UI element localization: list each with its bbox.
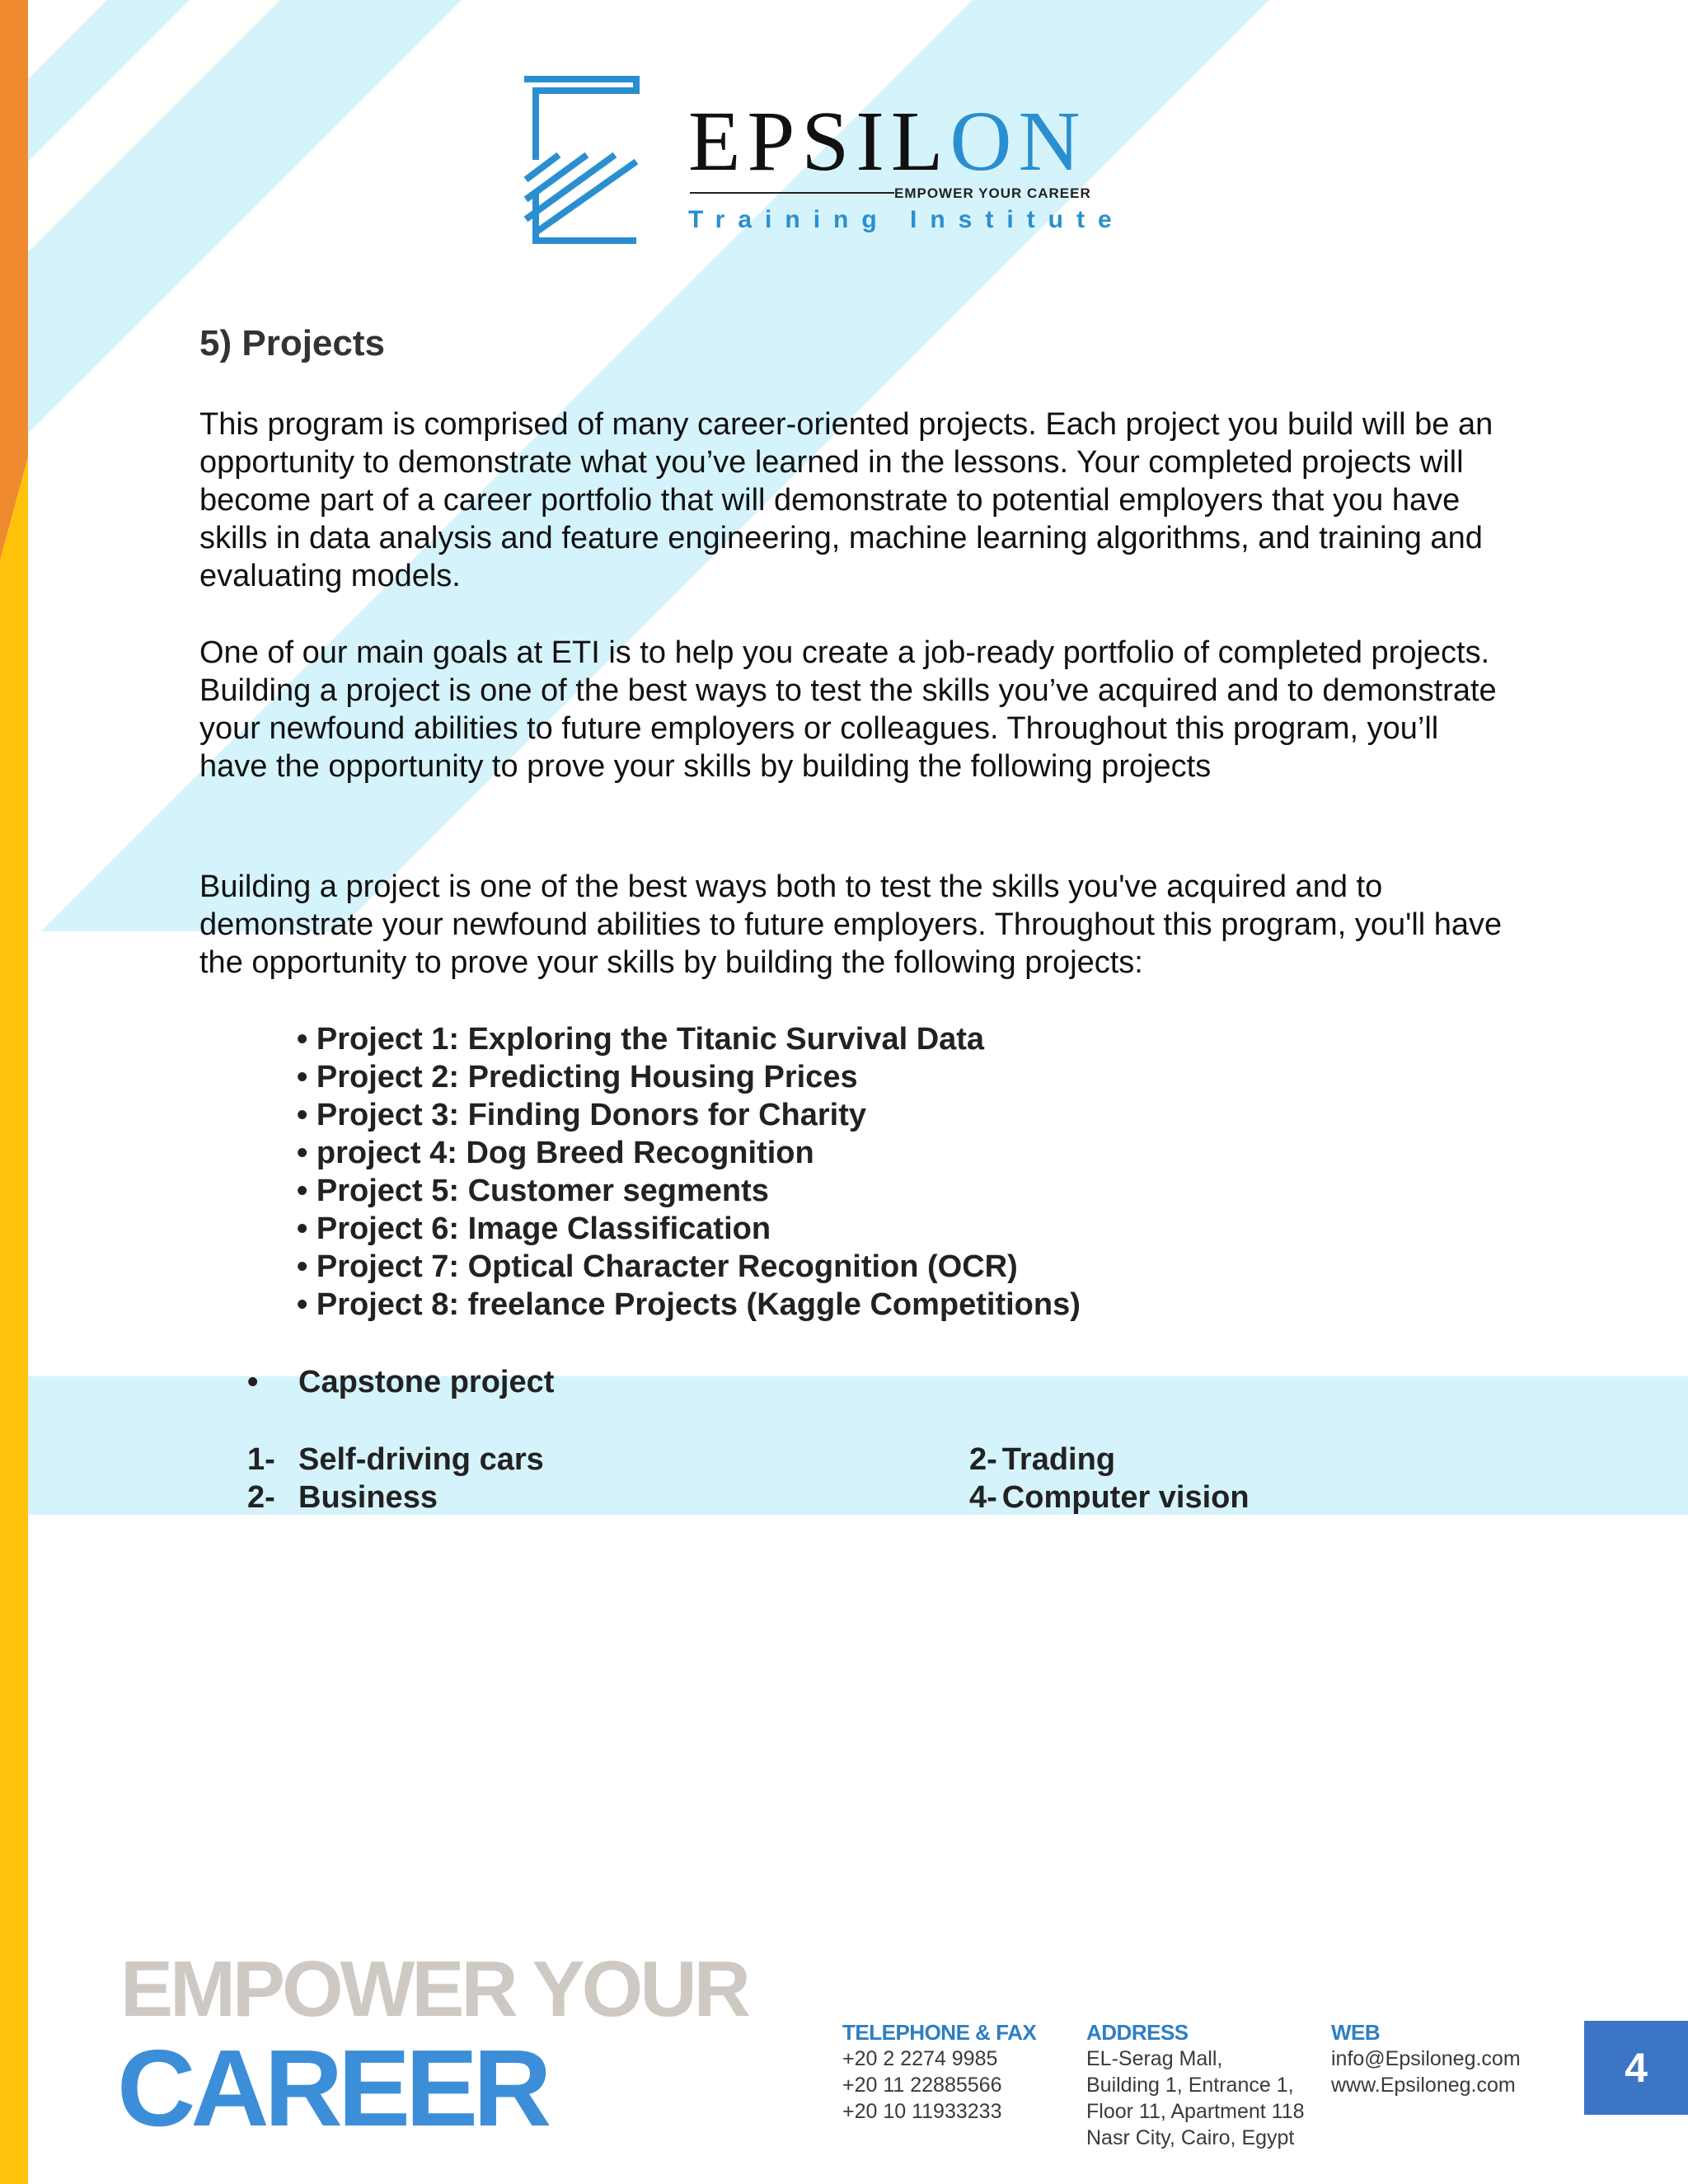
capstone-label: Capstone project xyxy=(298,1365,555,1399)
list-item: • Project 8: freelance Projects (Kaggle Competitions) xyxy=(297,1287,1081,1322)
address-line: Floor 11, Apartment 118 xyxy=(1086,2100,1305,2123)
capstone-list-left xyxy=(247,1441,544,1516)
item-number: 4- xyxy=(969,1480,997,1515)
logo-title xyxy=(688,94,1087,189)
address-line: Nasr City, Cairo, Egypt xyxy=(1086,2126,1295,2149)
footer-slogan-top: EMPOWER YOUR xyxy=(120,1945,748,2033)
phone-number: +20 11 22885566 xyxy=(842,2074,1002,2097)
list-item: • Project 5: Customer segments xyxy=(297,1174,769,1208)
logo-tagline: EMPOWER YOUR CAREER xyxy=(894,185,1091,201)
item-text: Computer vision xyxy=(1001,1480,1250,1515)
list-item: • project 4: Dog Breed Recognition xyxy=(297,1136,814,1170)
footer-slogan-bottom: CAREER xyxy=(117,2027,547,2149)
footer-web xyxy=(1331,2019,1521,2098)
list-item xyxy=(969,1479,1250,1516)
phone-number: +20 10 11933233 xyxy=(842,2100,1002,2123)
list-item: • Project 7: Optical Character Recognition (OCR) xyxy=(297,1249,1018,1284)
list-item: • Project 3: Finding Donors for Charity xyxy=(297,1098,867,1132)
footer-address xyxy=(1086,2019,1305,2151)
list-item: • Project 6: Image Classification xyxy=(297,1212,771,1246)
paragraph-projects-intro: Building a project is one of the best ways both to test the skills you've acquired and to demonstrate your newfound abilities to future employers. Throughout this program, you'll have the opportunity to prove your skills by building the following projects: xyxy=(199,869,1503,980)
phone-number: +20 2 2274 9985 xyxy=(842,2047,998,2070)
footer-address-heading: ADDRESS xyxy=(1086,2020,1189,2045)
item-text: Self-driving cars xyxy=(298,1442,544,1477)
list-item xyxy=(247,1441,544,1479)
logo xyxy=(519,76,1125,257)
capstone-list-right xyxy=(969,1441,1250,1516)
logo-title-suffix: ON xyxy=(950,94,1087,189)
footer-web-heading: WEB xyxy=(1331,2020,1381,2045)
page-number-badge: 4 xyxy=(1584,2021,1688,2115)
capstone-heading xyxy=(247,1365,554,1400)
paragraph-intro: This program is comprised of many career-oriented projects. Each project you build will be an opportunity to demonstrate what you’ve learned in the lessons. Your completed projects will become part of a career portfolio that will demonstrate to potential employers that you have skills in data analysis and feature engineering, machine learning algorithms, and training and evaluating models. xyxy=(199,407,1493,593)
project-list xyxy=(297,1020,1081,1324)
capstone-bullet: • xyxy=(247,1365,259,1399)
list-item: • Project 1: Exploring the Titanic Survival Data xyxy=(297,1022,985,1057)
list-item: • Project 2: Predicting Housing Prices xyxy=(297,1060,858,1094)
email-link[interactable]: info@Epsiloneg.com xyxy=(1331,2047,1521,2070)
paragraph-goals: One of our main goals at ETI is to help you create a job-ready portfolio of completed projects. Building a project is one of the best ways to test the skills you’ve acquired and to demonstrate your newfound abilities to future employers or colleagues. Throughout this program, you’ll have the opportunity to prove your skills by building the following projects xyxy=(199,635,1497,784)
address-line: EL-Serag Mall, xyxy=(1086,2047,1223,2070)
item-number: 2- xyxy=(247,1480,275,1515)
item-text: Trading xyxy=(1001,1442,1116,1477)
list-item xyxy=(969,1441,1250,1479)
item-number: 2- xyxy=(969,1442,997,1477)
footer-telephone xyxy=(842,2019,1036,2125)
item-text: Business xyxy=(298,1480,438,1515)
logo-subtitle: Training Institute xyxy=(688,206,1125,233)
address-line: Building 1, Entrance 1, xyxy=(1086,2074,1294,2097)
logo-title-prefix: EPSIL xyxy=(688,94,950,189)
section-heading: 5) Projects xyxy=(199,323,385,363)
logo-mark-icon xyxy=(519,76,643,254)
footer-telephone-heading: TELEPHONE & FAX xyxy=(842,2020,1037,2045)
list-item xyxy=(247,1479,544,1516)
website-link[interactable]: www.Epsiloneg.com xyxy=(1331,2074,1516,2097)
item-number: 1- xyxy=(247,1442,275,1477)
logo-divider xyxy=(690,192,894,194)
